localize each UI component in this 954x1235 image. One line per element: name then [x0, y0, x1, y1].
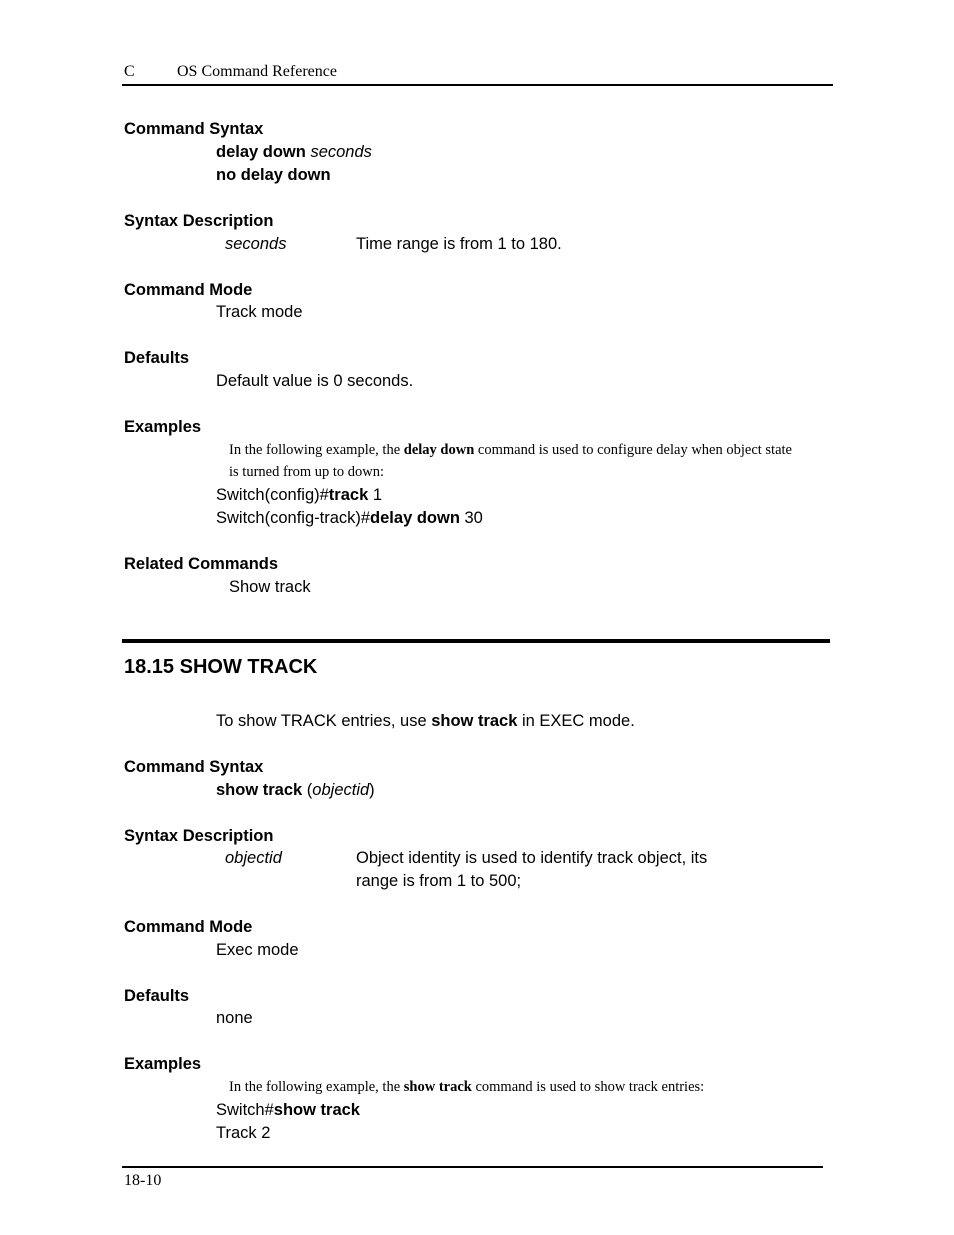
param-description-line-1: Object identity is used to identify track object, its: [356, 849, 708, 867]
syntax-param: seconds: [310, 143, 372, 161]
command-arg: 1: [368, 486, 383, 504]
prompt: Switch(config)#: [216, 486, 329, 504]
command-mode-heading: Command Mode: [124, 918, 253, 936]
intro-text-a: To show TRACK entries, use: [216, 712, 432, 730]
param-name: [225, 849, 282, 868]
example-intro-text-b: command is used to show track entries:: [471, 1079, 705, 1095]
example-intro-text-b: command is used to configure delay when object state: [474, 442, 792, 458]
header-rule: [122, 84, 833, 86]
param-name: [225, 235, 286, 254]
defaults-value: none: [216, 1009, 253, 1027]
example-intro: [229, 1079, 704, 1096]
param-description-line-2: range is from 1 to 500;: [356, 872, 522, 890]
defaults-heading: Defaults: [124, 987, 190, 1005]
command-mode-heading: Command Mode: [124, 281, 253, 299]
prompt: Switch(config-track)#: [216, 509, 371, 527]
command-mode-value: Exec mode: [216, 941, 299, 959]
examples-heading: Examples: [124, 418, 202, 436]
command-syntax-heading: Command Syntax: [124, 758, 264, 776]
param-name-text: seconds: [225, 235, 287, 253]
param-name-text: objectid: [225, 849, 282, 867]
prompt: Switch#: [216, 1101, 274, 1119]
defaults-value: Default value is 0 seconds.: [216, 372, 414, 390]
example-intro-text-a: In the following example, the: [229, 442, 404, 458]
related-commands-heading: Related Commands: [124, 555, 279, 573]
example-intro-text-a: In the following example, the: [229, 1079, 404, 1095]
header-title: OS Command Reference: [177, 63, 337, 80]
command-arg: 30: [459, 509, 483, 527]
footer-rule: [122, 1166, 823, 1168]
command-syntax-heading: Command Syntax: [124, 120, 264, 138]
example-intro-bold: show track: [403, 1079, 472, 1095]
syntax-description-heading: Syntax Description: [124, 827, 274, 845]
syntax-keyword: delay down: [216, 143, 306, 161]
example-command-1: [216, 486, 382, 505]
section-divider: [122, 639, 830, 643]
intro-text-b: in EXEC mode.: [517, 712, 635, 730]
syntax-param: objectid: [312, 781, 370, 799]
page-number: 18-10: [124, 1172, 162, 1189]
example-intro: [229, 442, 792, 459]
example-intro-bold: delay down: [403, 442, 475, 458]
syntax-keyword: show track: [216, 781, 303, 799]
examples-heading: Examples: [124, 1055, 202, 1073]
syntax-line: [216, 781, 375, 800]
example-command-1: [216, 1101, 360, 1120]
command-keyword: track: [328, 486, 369, 504]
example-output: Track 2: [216, 1124, 271, 1142]
syntax-line-1: [216, 143, 372, 162]
defaults-heading: Defaults: [124, 349, 190, 367]
syntax-line-2: [216, 166, 331, 185]
paren-close: ): [369, 781, 375, 799]
command-mode-value: Track mode: [216, 303, 303, 321]
related-command-value: Show track: [229, 578, 311, 596]
paren-open: (: [302, 781, 313, 799]
example-intro-line-2: is turned from up to down:: [229, 464, 385, 480]
param-description: Time range is from 1 to 180.: [356, 235, 562, 253]
intro-bold: show track: [431, 712, 518, 730]
section-intro: [216, 712, 635, 731]
command-keyword: show track: [273, 1101, 360, 1119]
header-chapter-letter: C: [124, 63, 135, 80]
command-keyword: delay down: [370, 509, 460, 527]
syntax-keyword-no: no delay down: [216, 166, 331, 184]
section-title: 18.15 SHOW TRACK: [124, 656, 318, 678]
example-command-2: [216, 509, 483, 528]
syntax-description-heading: Syntax Description: [124, 212, 274, 230]
